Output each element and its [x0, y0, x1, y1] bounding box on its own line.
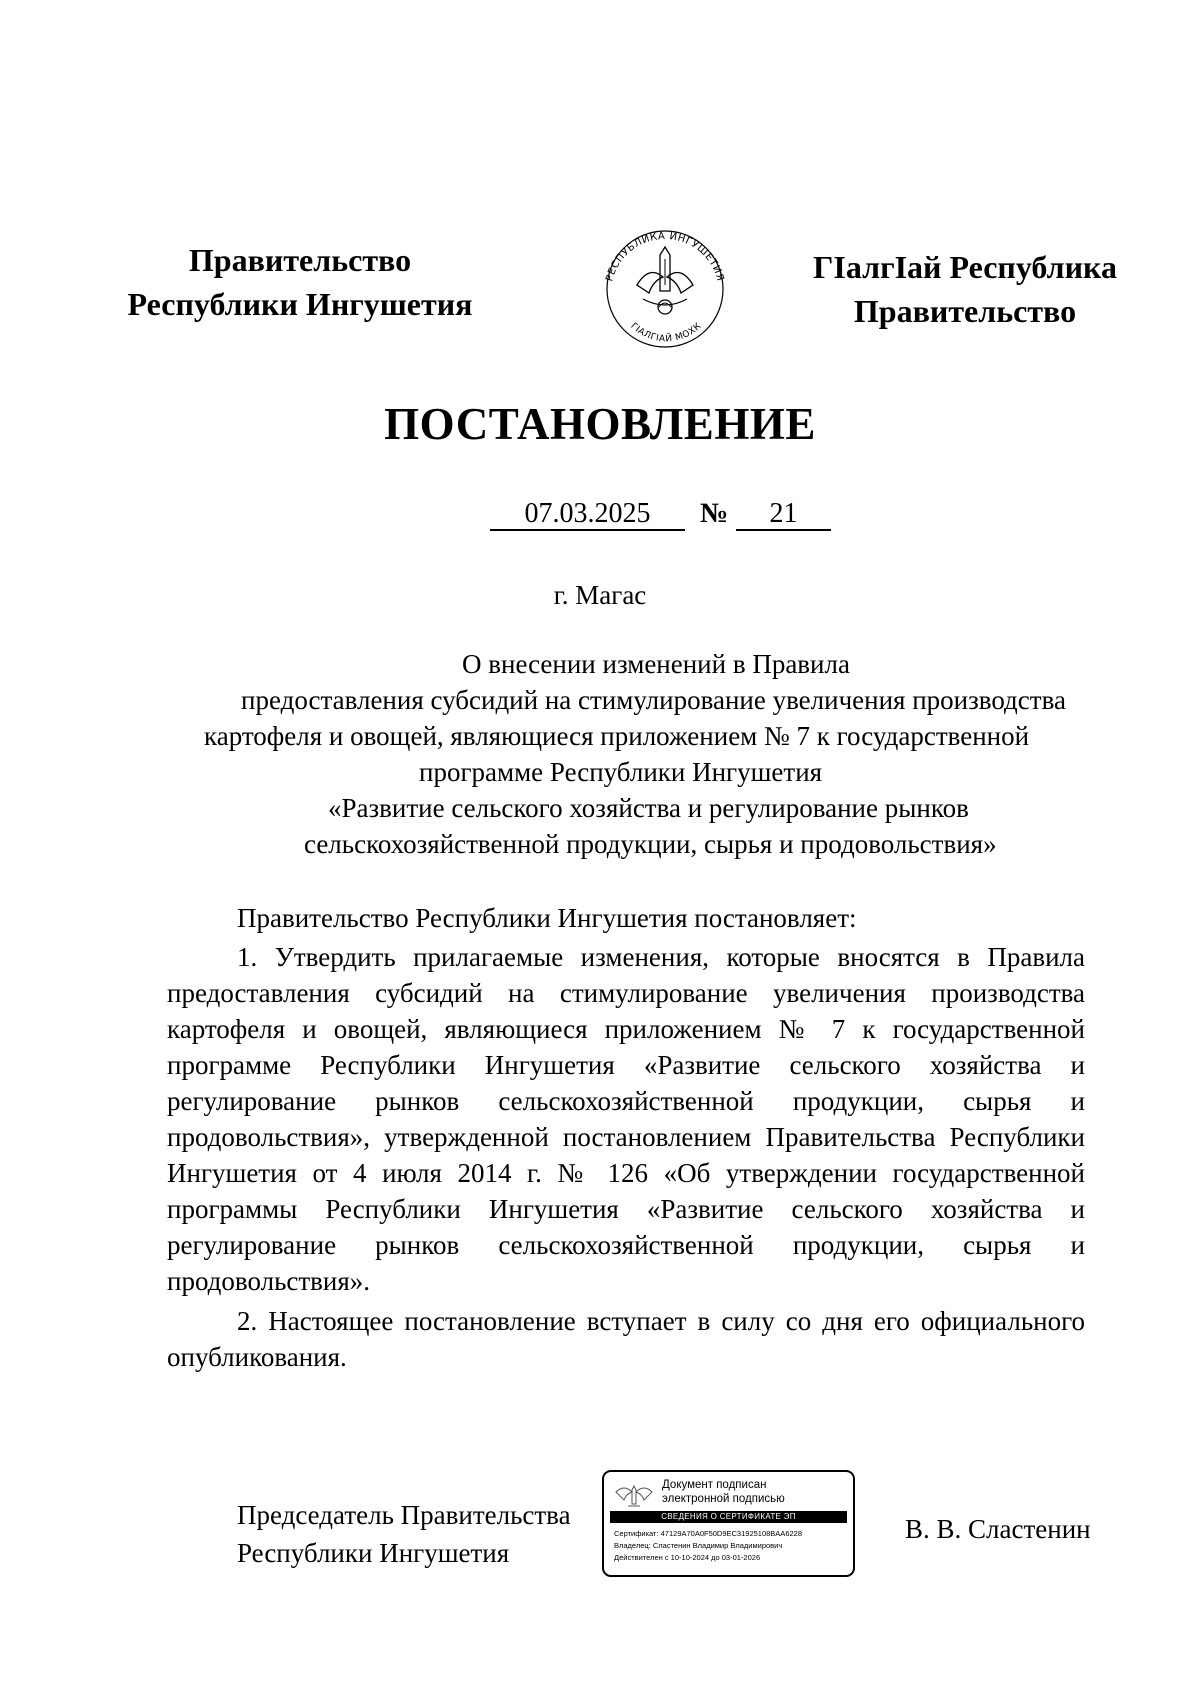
- electronic-signature-stamp: [602, 1470, 855, 1577]
- emblem-sun-sign: [658, 300, 672, 314]
- position-line-1: Председатель Правительства: [237, 1500, 571, 1530]
- emblem-left-wing: [637, 273, 663, 294]
- org-name-left: [90, 238, 510, 326]
- heading-line-1: О внесении изменений в Правила: [462, 649, 850, 679]
- intro-line: Правительство Республики Ингушетия постановляет:: [237, 903, 857, 933]
- certificate-owner: Владелец: Сластенин Владимир Владимирович: [614, 1541, 783, 1550]
- document-title: ПОСТАНОВЛЕНИЕ: [384, 399, 816, 449]
- org-left-line-1: Правительство: [188, 242, 412, 278]
- item1-line: картофеля и овощей, являющиеся приложением № 7 к государственной: [167, 1014, 1085, 1044]
- signatory-position: [237, 1496, 571, 1572]
- certificate-number: Сертификат: 47129A70A0F50D9EC31925108BAA6228: [614, 1529, 802, 1538]
- item1-last-line: продовольствия».: [167, 1266, 371, 1296]
- org-left-line-2: Республики Ингушетия: [127, 286, 473, 322]
- org-right-line-1: ГIалгIай Республика: [813, 249, 1117, 285]
- number-label: №: [700, 498, 729, 529]
- certificate-details: [614, 1528, 802, 1564]
- paragraph-1: [167, 939, 1085, 1299]
- heading-line-4: программе Республики Ингушетия: [419, 757, 823, 787]
- emblem-top-text: РЕСПУБЛИКА ИНГУШЕТИЯ: [604, 230, 726, 283]
- document-date: 07.03.2025: [490, 498, 685, 531]
- eagle-emblem-icon: [614, 1480, 654, 1510]
- heading-line-5: «Развитие сельского хозяйства и регулирование рынков: [328, 793, 969, 823]
- emblem-bottom-text: ГIАЛГIАЙ МОХК: [628, 321, 704, 345]
- certificate-info-band: СВЕДЕНИЯ О СЕРТИФИКАТЕ ЭП: [610, 1511, 847, 1523]
- stamp-title-line-1: Документ подписан: [662, 1479, 767, 1491]
- item1-line: Ингушетия от 4 июля 2014 г. № 126 «Об утверждении государственной: [167, 1158, 1085, 1188]
- date-number-row: [490, 498, 830, 534]
- item1-line: программы Республики Ингушетия «Развитие сельского хозяйства и: [167, 1194, 1085, 1224]
- heading-line-6: сельскохозяйственной продукции, сырья и продовольствия»: [304, 829, 997, 859]
- certificate-validity: Действителен с 10-10-2024 до 03-01-2026: [614, 1553, 761, 1562]
- item1-line: предоставления субсидий на стимулирование увеличения производства: [167, 978, 1085, 1008]
- org-name-right: [770, 245, 1160, 333]
- item2-line: 2. Настоящее постановление вступает в силу со дня его официального: [237, 1306, 1085, 1336]
- item1-line: 1. Утвердить прилагаемые изменения, которые вносятся в Правила: [237, 942, 1085, 972]
- signatory-name: В. В. Сластенин: [905, 1514, 1091, 1544]
- heading-line-2: предоставления субсидий на стимулирование увеличения производства: [241, 685, 1066, 715]
- stamp-title: [662, 1478, 785, 1506]
- position-line-2: Республики Ингушетия: [237, 1538, 510, 1568]
- document-number: 21: [736, 498, 831, 531]
- item1-line: регулирование рынков сельскохозяйственной продукции, сырья и: [167, 1230, 1085, 1260]
- heading-line-3: картофеля и овощей, являющиеся приложением № 7 к государственной: [204, 721, 1030, 751]
- coat-of-arms-emblem: [593, 215, 737, 359]
- emblem-icon: [593, 215, 737, 359]
- item1-line: регулирование рынков сельскохозяйственной продукции, сырья и: [167, 1086, 1085, 1116]
- item1-line: продовольствия», утвержденной постановлением Правительства Республики: [167, 1122, 1085, 1152]
- emblem-right-wing: [667, 273, 693, 294]
- city: г. Магас: [553, 580, 647, 610]
- item1-line: программе Республики Ингушетия «Развитие сельского хозяйства и: [167, 1050, 1085, 1080]
- stamp-title-line-2: электронной подписью: [662, 1493, 785, 1505]
- paragraph-2: [167, 1303, 1085, 1375]
- item2-last-line: опубликования.: [167, 1342, 347, 1372]
- org-right-line-2: Правительство: [853, 293, 1077, 329]
